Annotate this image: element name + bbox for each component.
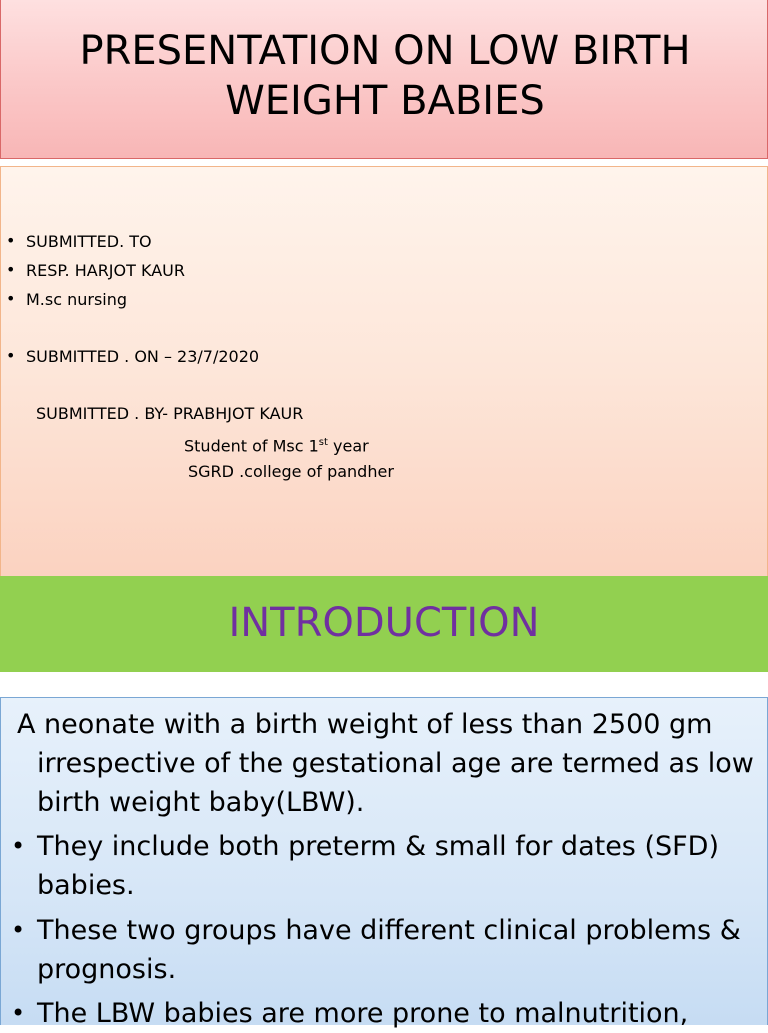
bullet-icon: • (6, 260, 16, 279)
list-item (37, 911, 757, 989)
bullet-icon: • (6, 289, 16, 308)
para-line-2: irrespective of the gestational age are termed as low (37, 748, 754, 779)
title-line-1: PRESENTATION ON LOW BIRTH (79, 28, 691, 74)
list-item-line: The LBW babies are more prone to malnutrition, (37, 998, 689, 1029)
slide-title (1, 26, 768, 126)
list-item-line: prognosis. (37, 954, 177, 985)
student-info-sup: st (318, 437, 328, 448)
title-line-2: WEIGHT BABIES (225, 78, 545, 124)
para-line-3: birth weight baby(LBW). (37, 787, 365, 818)
bullet-icon: • (11, 999, 26, 1027)
submitted-by: SUBMITTED . BY- PRABHJOT KAUR (36, 404, 304, 423)
teacher-designation: M.sc nursing (26, 290, 128, 309)
student-info-suffix: year (327, 436, 369, 456)
list-item (37, 994, 757, 1033)
list-item-line: These two groups have different clinical problems & (37, 915, 741, 946)
slide-title-box (0, 0, 768, 159)
intro-paragraph (17, 705, 757, 822)
student-info-prefix: Student of Msc 1 (184, 436, 319, 456)
list-item (37, 827, 757, 905)
bullet-icon: • (6, 346, 16, 365)
introduction-body-box (0, 697, 768, 1029)
submission-date: SUBMITTED . ON – 23/7/2020 (26, 347, 260, 366)
bullet-icon: • (11, 916, 26, 944)
college-name: SGRD .college of pandher (188, 462, 394, 481)
list-item-line: babies. (37, 870, 135, 901)
submitted-to-label: SUBMITTED. TO (26, 232, 152, 251)
bullet-icon: • (6, 231, 16, 250)
para-line-1: A neonate with a birth weight of less than 2500 gm (17, 709, 713, 740)
introduction-heading-bar (0, 576, 768, 672)
bullet-icon: • (11, 832, 26, 860)
list-item-line: They include both preterm & small for dates (SFD) (37, 831, 719, 862)
student-info (184, 433, 369, 456)
submission-info-box (0, 166, 768, 577)
teacher-name: RESP. HARJOT KAUR (26, 261, 185, 280)
introduction-heading: INTRODUCTION (228, 600, 540, 646)
